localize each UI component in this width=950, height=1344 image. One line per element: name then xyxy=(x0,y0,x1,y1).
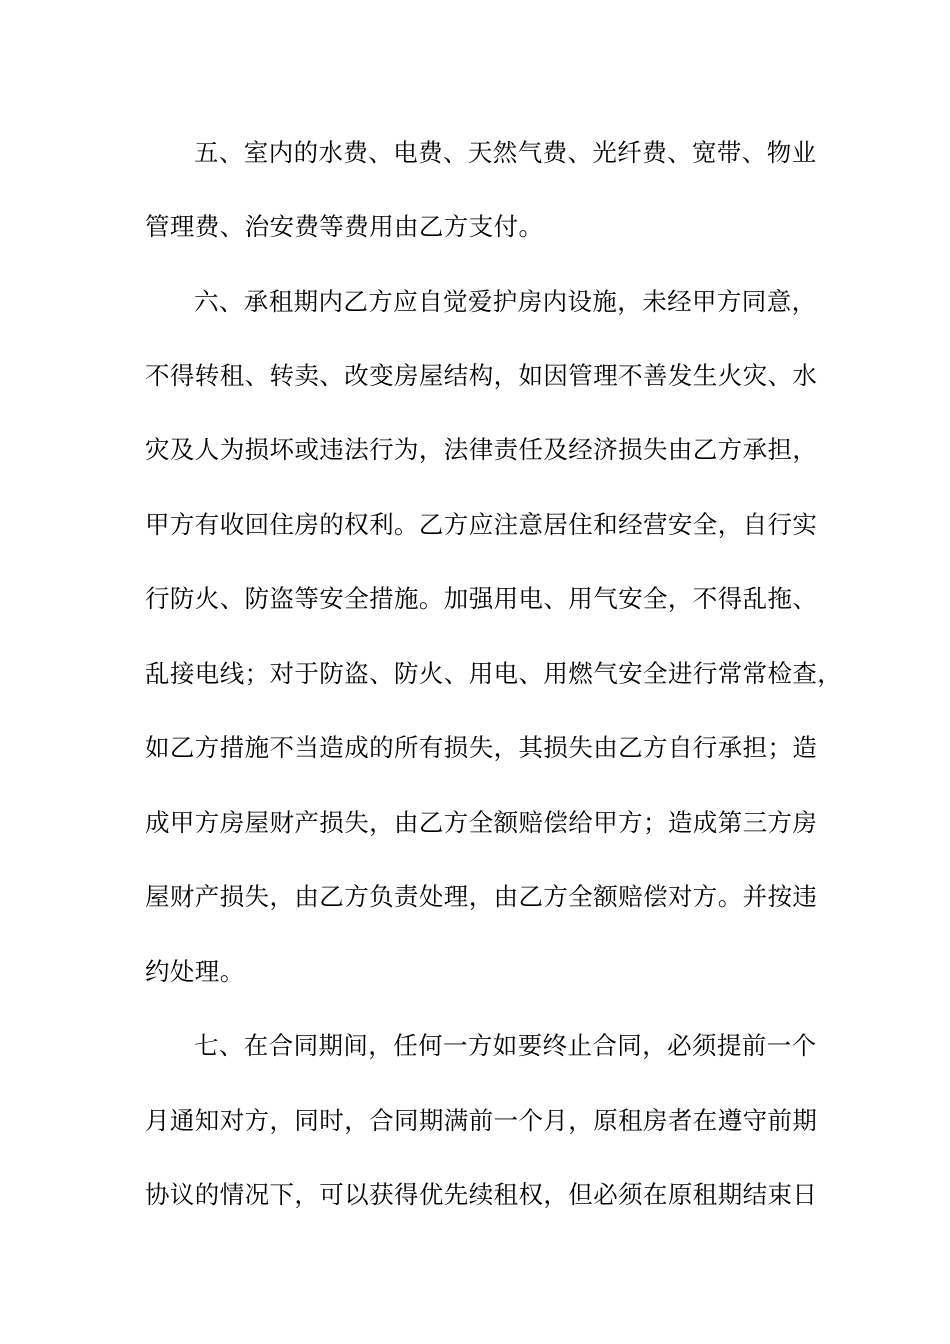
paragraph-6-line-9: 屋财产损失，由乙方负责处理，由乙方全额赔偿对方。并按违 xyxy=(145,882,818,911)
paragraph-6-line-10: 约处理。 xyxy=(145,957,245,986)
paragraph-6-line-4: 甲方有收回住房的权利。乙方应注意居住和经营安全，自行实 xyxy=(145,510,818,539)
paragraph-6-line-8: 成甲方房屋财产损失，由乙方全额赔偿给甲方；造成第三方房 xyxy=(145,808,818,837)
paragraph-6-line-3: 灾及人为损坏或违法行为，法律责任及经济损失由乙方承担， xyxy=(145,435,818,464)
paragraph-5-line-1: 五、室内的水费、电费、天然气费、光纤费、宽带、物业 xyxy=(194,138,817,167)
paragraph-6-line-1: 六、承租期内乙方应自觉爱护房内设施，未经甲方同意， xyxy=(194,287,817,316)
paragraph-6-line-5: 行防火、防盗等安全措施。加强用电、用气安全，不得乱拖、 xyxy=(145,584,818,613)
paragraph-6-line-6: 乱接电线；对于防盗、防火、用电、用燃气安全进行常常检查， xyxy=(145,659,843,688)
paragraph-7-line-2: 月通知对方，同时，合同期满前一个月，原租房者在遵守前期 xyxy=(145,1106,818,1135)
paragraph-7-line-3: 协议的情况下，可以获得优先续租权，但必须在原租期结束日 xyxy=(145,1180,818,1209)
paragraph-6-line-2: 不得转租、转卖、改变房屋结构，如因管理不善发生火灾、水 xyxy=(145,361,818,390)
paragraph-6-line-7: 如乙方措施不当造成的所有损失，其损失由乙方自行承担；造 xyxy=(145,733,818,762)
paragraph-7-line-1: 七、在合同期间，任何一方如要终止合同，必须提前一个 xyxy=(194,1031,817,1060)
paragraph-5-line-2: 管理费、治安费等费用由乙方支付。 xyxy=(145,212,544,241)
